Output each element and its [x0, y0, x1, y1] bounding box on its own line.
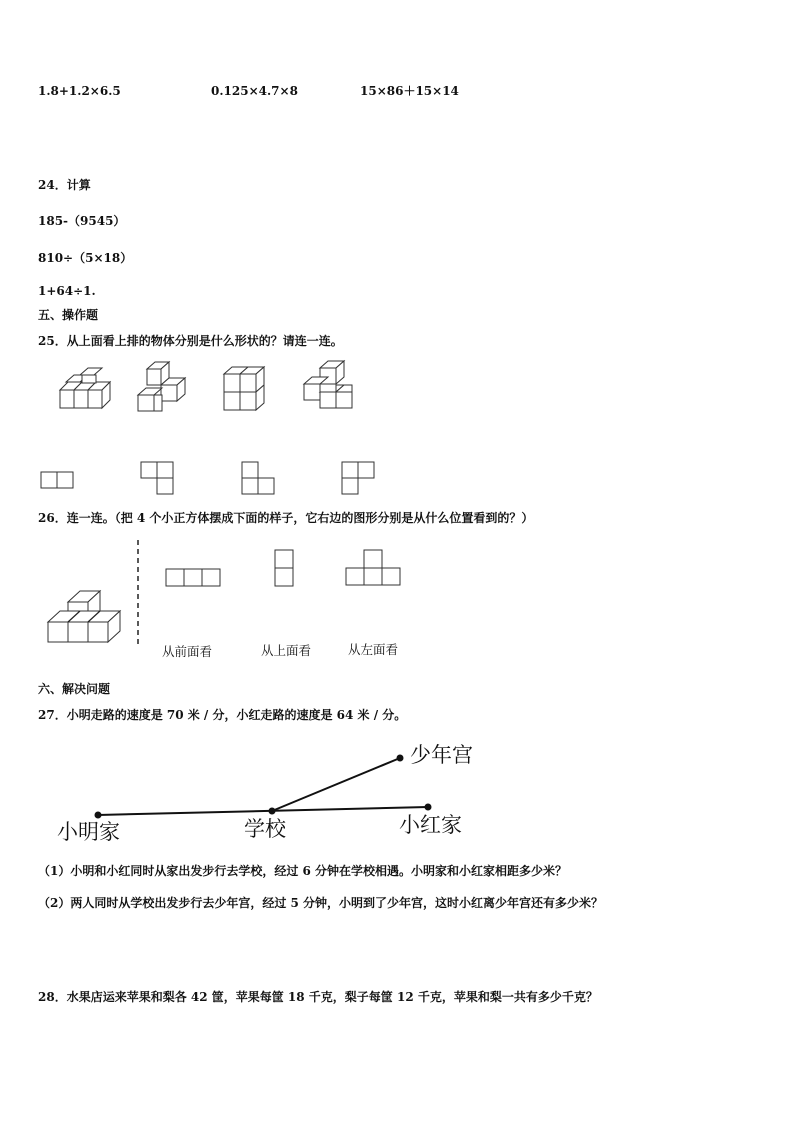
expression-2: 0.125×4.7×8 [211, 84, 298, 98]
q25-cube-group-c [224, 367, 264, 410]
label-xiaohong-home: 小红家 [399, 813, 462, 837]
q26-view-2 [275, 550, 293, 586]
label-youth-palace: 少年宫 [410, 743, 473, 767]
q26-text: 26．连一连。（把 4 个小正方体摆成下面的样子，它右边的图形分别是从什么位置看到的？） [38, 511, 534, 525]
q24-line2: 810÷（5×18） [38, 251, 133, 265]
q25-text: 25．从上面看上排的物体分别是什么形状的？请连一连。 [38, 334, 343, 348]
point-xiaohong-home [425, 804, 432, 811]
label-school: 学校 [244, 817, 286, 841]
q25-view-1x2 [41, 472, 73, 488]
q25-cube-group-b [138, 362, 185, 411]
q26-view-3 [346, 550, 400, 585]
expression-1: 1.8+1.2×6.5 [38, 84, 121, 98]
q26-label-left: 从左面看 [348, 642, 399, 657]
q28-text: 28．水果店运来苹果和梨各 42 筐，苹果每筐 18 千克，梨子每筐 12 千克，苹果和梨一共有多少千克？ [38, 990, 598, 1004]
point-school [269, 808, 276, 815]
q27-text: 27．小明走路的速度是 70 米 / 分，小红走路的速度是 64 米 / 分。 [38, 708, 407, 722]
q25-view-L [141, 462, 173, 494]
q25-cube-group-a [60, 368, 110, 408]
q26-view-1 [166, 569, 220, 586]
q27-sub2: （2）两人同时从学校出发步行去少年宫，经过 5 分钟，小明到了少年宫，这时小红离少年宫还有多少米？ [38, 896, 604, 910]
q27-map [95, 755, 432, 819]
q26-label-top: 从上面看 [261, 643, 312, 658]
section-6-title: 六、解决问题 [38, 682, 111, 696]
q26-label-front: 从前面看 [162, 644, 213, 659]
point-xiaoming-home [95, 812, 102, 819]
q24-title: 24．计算 [38, 178, 91, 192]
q25-cube-group-d [304, 361, 352, 408]
expression-3: 15×86＋15×14 [360, 84, 459, 98]
q25-view-L-flipped [242, 462, 274, 494]
q26-cube-structure [48, 591, 120, 642]
q24-line1: 185-（9545） [38, 214, 126, 228]
label-xiaoming-home: 小明家 [57, 820, 120, 844]
q24-line3: 1+64÷1. [38, 284, 96, 298]
q25-view-T [342, 462, 374, 494]
q27-sub1: （1）小明和小红同时从家出发步行去学校，经过 6 分钟在学校相遇。小明家和小红家相距多少米？ [38, 864, 568, 878]
point-youth-palace [397, 755, 404, 762]
section-5-title: 五、操作题 [38, 308, 99, 322]
